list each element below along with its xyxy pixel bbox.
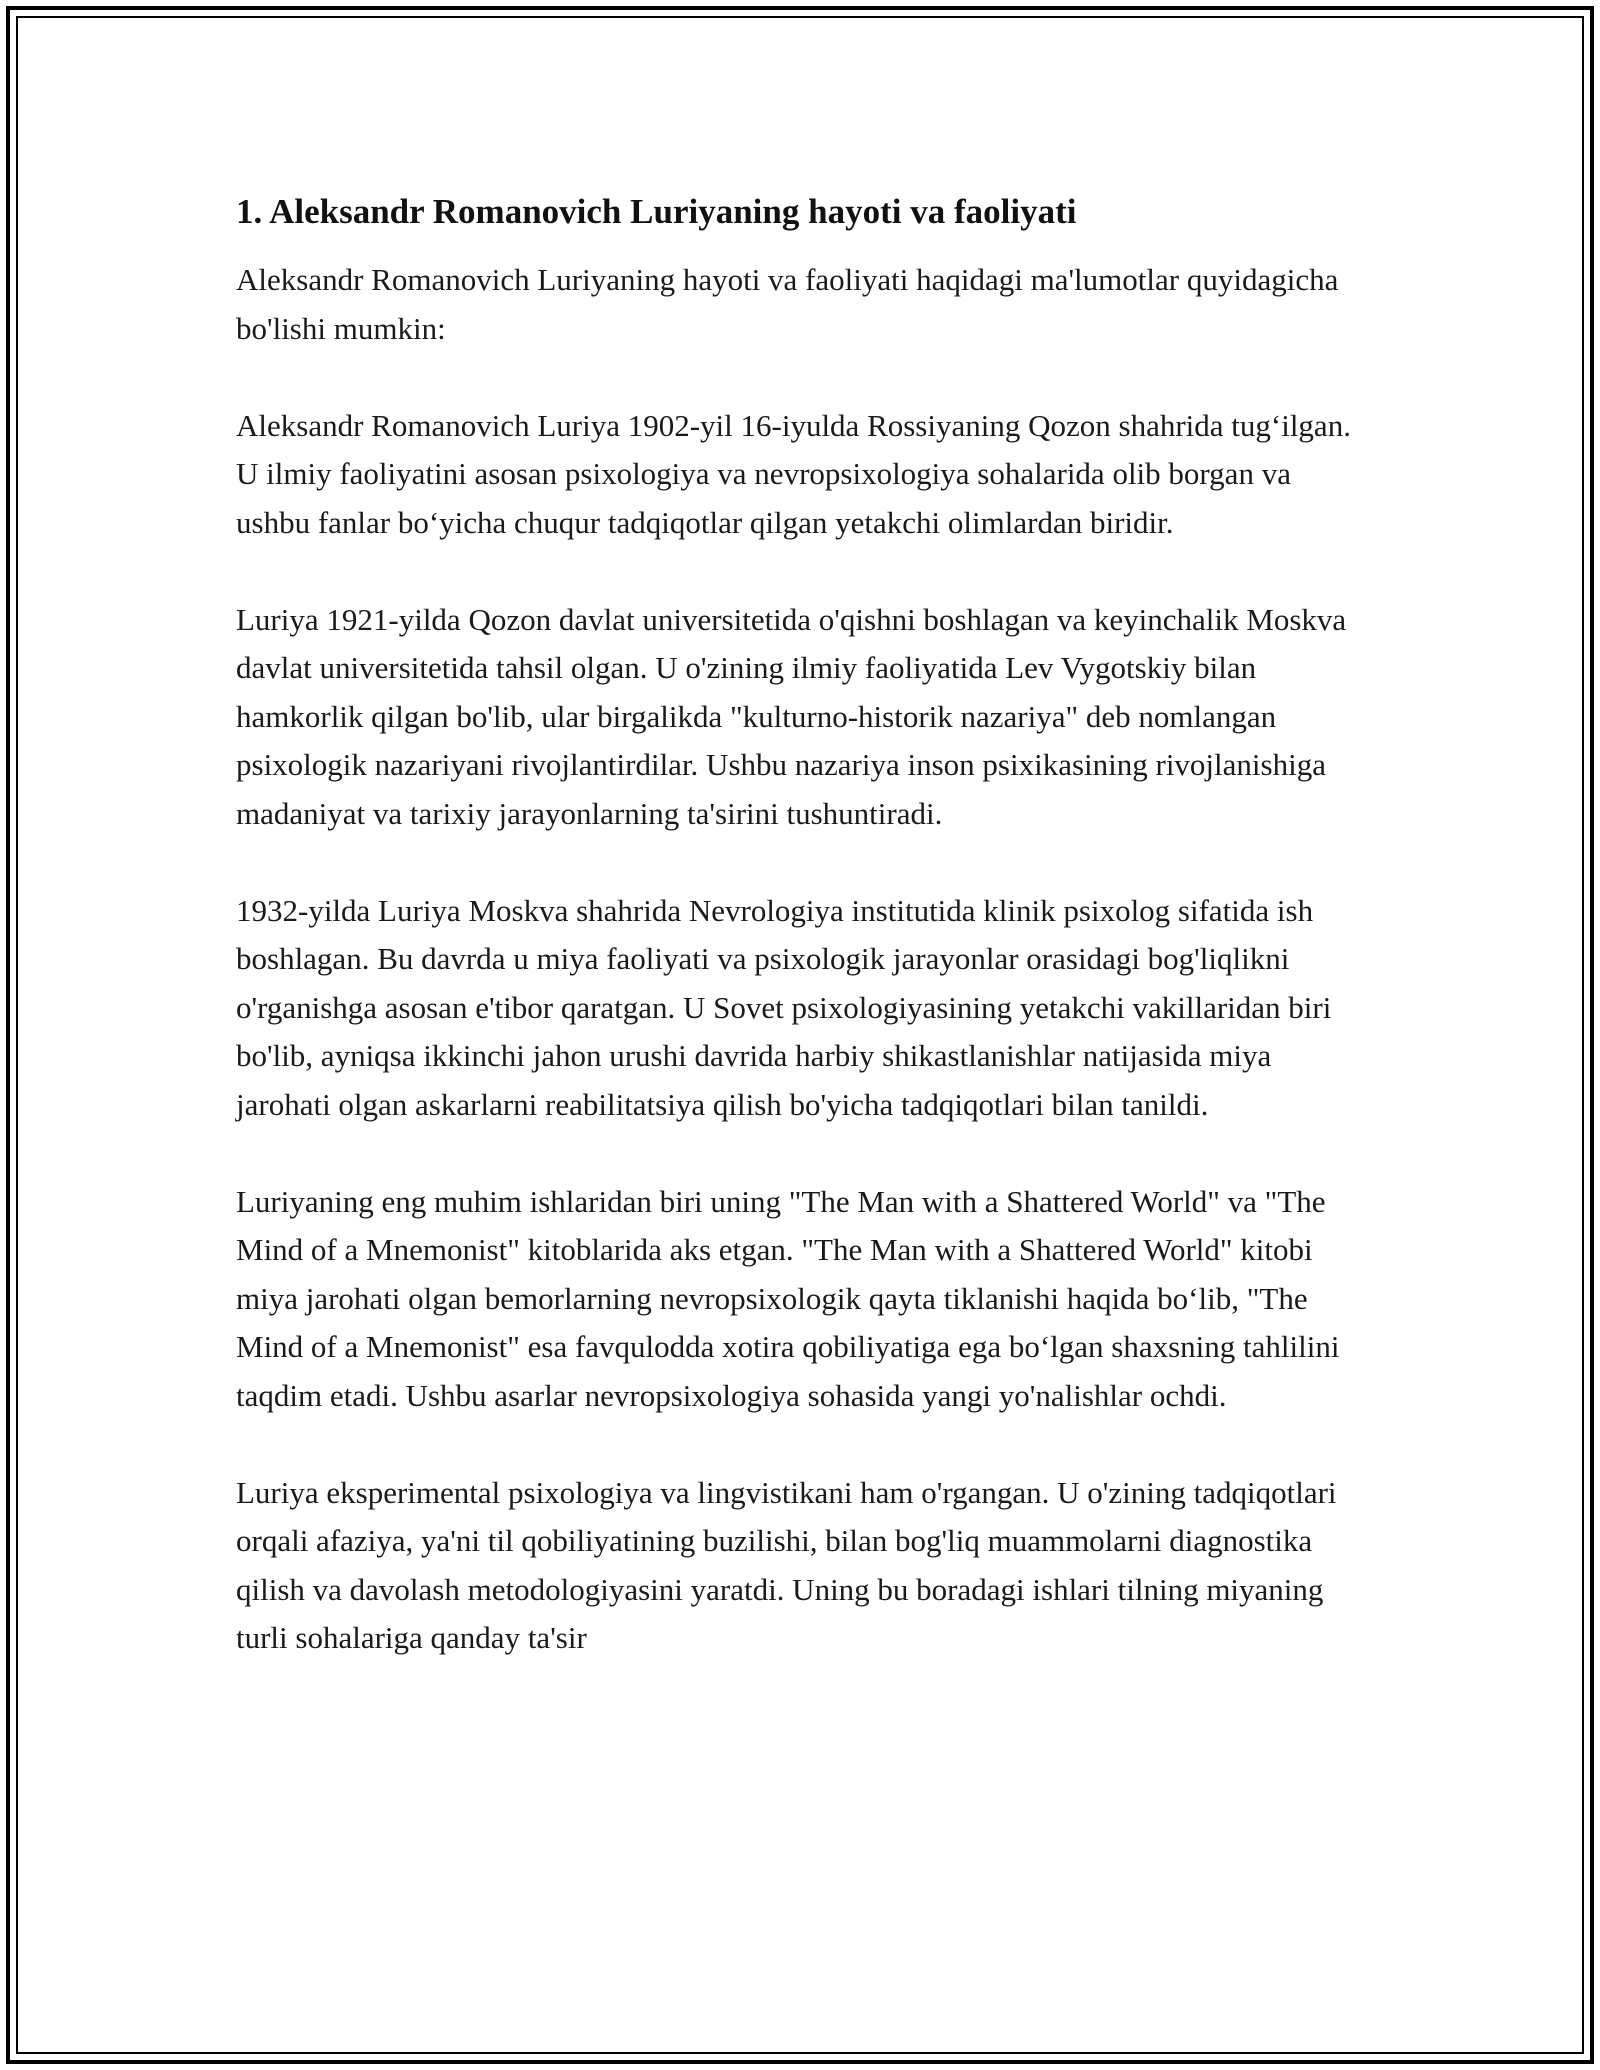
paragraph-intro: Aleksandr Romanovich Luriyaning hayoti va faoliyati haqidagi ma'lumotlar quyidagicha bo'lishi mumkin: xyxy=(236,262,1339,346)
paragraph-education: Luriya 1921-yilda Qozon davlat universitetida o'qishni boshlagan va keyinchalik Moskva davlat universitetida tahsil olgan. U o'zining ilmiy faoliyatida Lev Vygotskiy bilan hamkorlik qilgan bo'lib, ular birgalikda "kulturno-historik nazariya" deb nomlangan psixologik nazariyani rivojlantirdilar. Ushbu nazariya inson psixikasining rivojlanishiga madaniyat va tarixiy jarayonlarning ta'sirini tushuntiradi. xyxy=(236,601,1347,831)
paragraph-birth: Aleksandr Romanovich Luriya 1902-yil 16-iyulda Rossiyaning Qozon shahrida tug‘ilgan. U ilmiy faoliyatini asosan psixologiya va nevropsixologiya sohalarida olib borgan va ushbu fanlar bo‘yicha chuqur tadqiqotlar qilgan yetakchi olimlardan biridir. xyxy=(236,407,1351,540)
paragraph-books: Luriyaning eng muhim ishlaridan biri uning "The Man with a Shattered World" va "The Mind of a Mnemonist" kitoblarida aks etgan. "The Man with a Shattered World" kitobi miya jarohati olgan bemorlarning nevropsixologik qayta tiklanishi haqida bo‘lib, "The Mind of a Mnemonist" esa favqulodda xotira qobiliyatiga ega bo‘lgan shaxsning tahlilini taqdim etadi. Ushbu asarlar nevropsixologiya sohasida yangi yo'nalishlar ochdi. xyxy=(236,1183,1340,1413)
paragraph-career: 1932-yilda Luriya Moskva shahrida Nevrologiya institutida klinik psixolog sifatida ish boshlagan. Bu davrda u miya faoliyati va psixologik jarayonlar orasidagi bog'liqlikni o'rganishga asosan e'tibor qaratgan. U Sovet psixologiyasining yetakchi vakillaridan biri bo'lib, ayniqsa ikkinchi jahon urushi davrida harbiy shikastlanishlar natijasida miya jarohati olgan askarlarni reabilitatsiya qilish bo'yicha tadqiqotlari bilan tanildi. xyxy=(236,892,1332,1122)
document-title: 1. Aleksandr Romanovich Luriyaning hayoti va faoliyati xyxy=(236,192,1077,231)
document-body xyxy=(236,188,1366,1711)
paragraph-linguistics: Luriya eksperimental psixologiya va lingvistikani ham o'rgangan. U o'zining tadqiqotlari orqali afaziya, ya'ni til qobiliyatining buzilishi, bilan bog'liq muammolarni diagnostika qilish va davolash metodologiyasini yaratdi. Uning bu boradagi ishlari tilning miyaning turli sohalariga qanday ta'sir xyxy=(236,1474,1337,1655)
